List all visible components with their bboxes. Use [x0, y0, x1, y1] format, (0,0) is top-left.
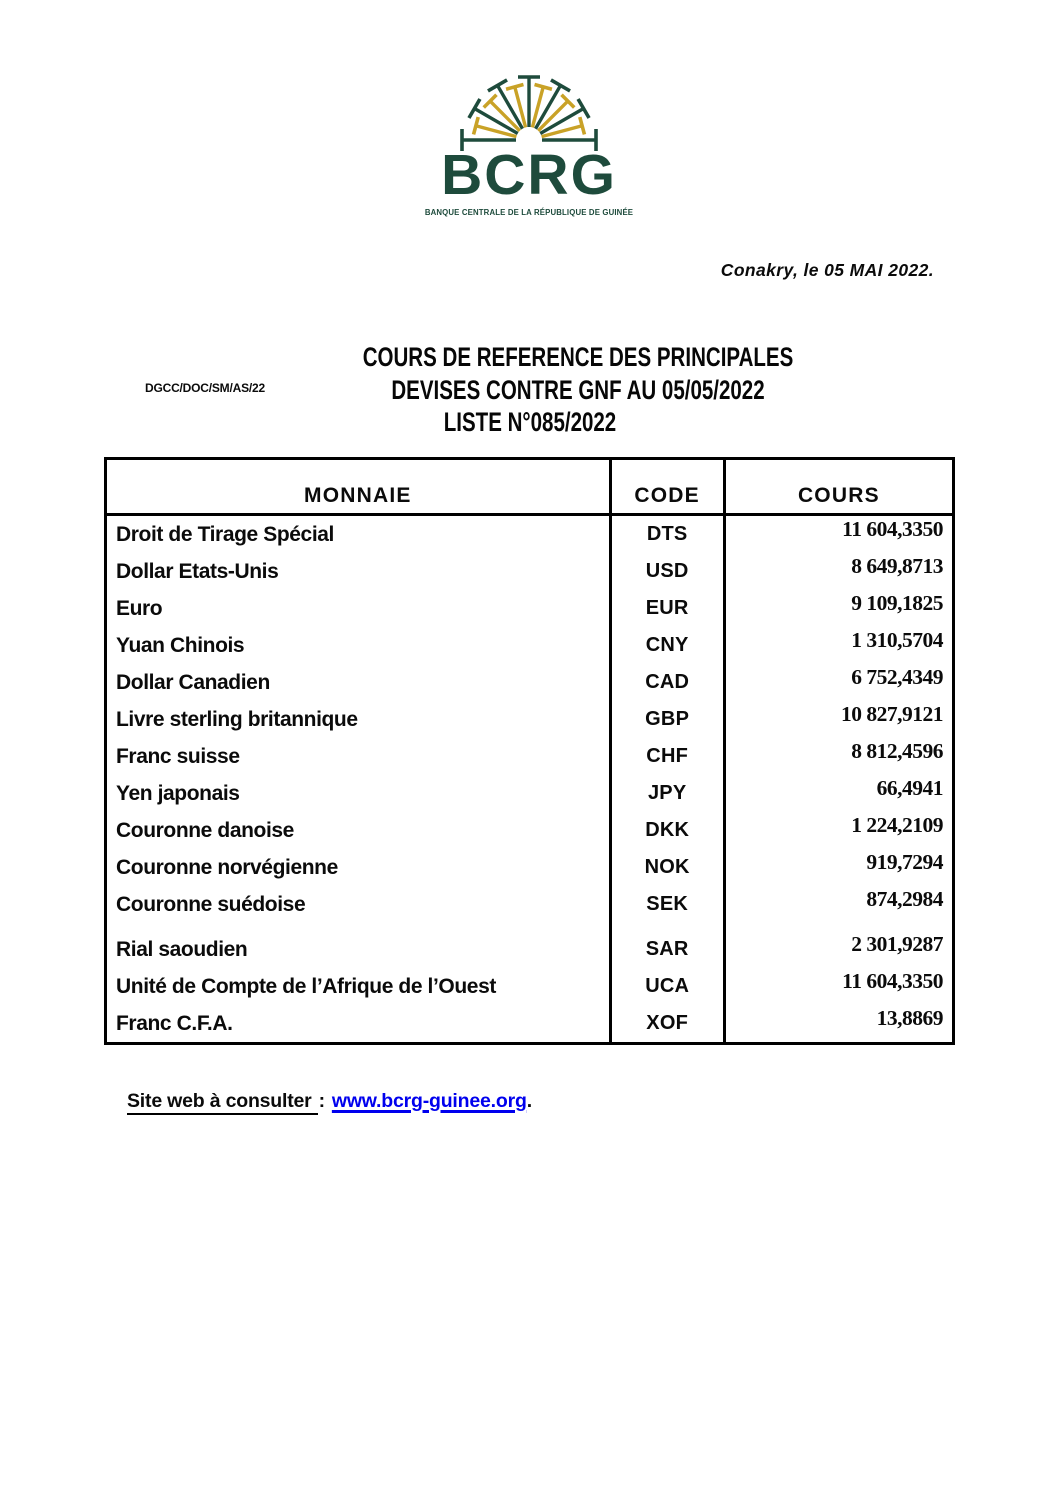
- website-line: [127, 1090, 532, 1113]
- website-suffix: .: [526, 1090, 532, 1112]
- currency-name: Yuan Chinois: [116, 633, 245, 657]
- rates-table-body: [106, 515, 954, 1044]
- table-row: [106, 515, 954, 554]
- currency-code: UCA: [610, 968, 724, 1005]
- table-row: [106, 590, 954, 627]
- currency-rate: 13,8869: [876, 1006, 943, 1030]
- website-label: Site web à consulter: [127, 1090, 318, 1115]
- currency-name: Couronne suédoise: [116, 892, 306, 916]
- currency-name: Rial saoudien: [116, 937, 248, 961]
- currency-rate: 2 301,9287: [851, 932, 943, 956]
- bcrg-logo: [0, 68, 1058, 217]
- table-header-row: [106, 459, 954, 515]
- table-row: [106, 849, 954, 886]
- currency-rate: 1 224,2109: [851, 813, 943, 837]
- title-line-3: LISTE N°085/2022: [443, 407, 617, 437]
- currency-rate: 6 752,4349: [851, 665, 943, 689]
- website-separator: :: [318, 1090, 325, 1112]
- table-row: [106, 923, 954, 968]
- currency-code: NOK: [610, 849, 724, 886]
- currency-code: JPY: [610, 775, 724, 812]
- header-monnaie: MONNAIE: [106, 459, 611, 515]
- currency-code: SAR: [610, 923, 724, 968]
- currency-rate: 8 812,4596: [851, 739, 943, 763]
- currency-rate: 8 649,8713: [851, 554, 943, 578]
- currency-name: Unité de Compte de l’Afrique de l’Ouest: [116, 974, 496, 998]
- currency-name: Franc C.F.A.: [116, 1011, 233, 1035]
- website-link[interactable]: www.bcrg-guinee.org: [331, 1090, 527, 1112]
- currency-name: Livre sterling britannique: [116, 707, 358, 731]
- table-row: [106, 627, 954, 664]
- currency-name: Dollar Etats-Unis: [116, 559, 279, 583]
- currency-name: Dollar Canadien: [116, 670, 270, 694]
- currency-code: USD: [610, 553, 724, 590]
- table-row: [106, 701, 954, 738]
- currency-code: EUR: [610, 590, 724, 627]
- currency-code: SEK: [610, 886, 724, 923]
- exchange-rates-table: [104, 457, 955, 1045]
- table-row: [106, 1005, 954, 1044]
- currency-name: Euro: [116, 596, 163, 620]
- table-row: [106, 553, 954, 590]
- currency-code: CAD: [610, 664, 724, 701]
- currency-rate: 874,2984: [866, 887, 943, 911]
- currency-code: DTS: [610, 515, 724, 554]
- table-row: [106, 968, 954, 1005]
- currency-code: CNY: [610, 627, 724, 664]
- table-row: [106, 738, 954, 775]
- currency-rate: 1 310,5704: [851, 628, 943, 652]
- currency-code: DKK: [610, 812, 724, 849]
- reference-code: DGCC/DOC/SM/AS/22: [145, 381, 265, 395]
- currency-code: CHF: [610, 738, 724, 775]
- currency-rate: 9 109,1825: [851, 591, 943, 615]
- currency-name: Droit de Tirage Spécial: [116, 522, 334, 546]
- currency-code: XOF: [610, 1005, 724, 1044]
- currency-code: GBP: [610, 701, 724, 738]
- currency-rate: 10 827,9121: [841, 702, 943, 726]
- logo-acronym: BCRG: [441, 143, 617, 207]
- currency-rate: 66,4941: [876, 776, 943, 800]
- table-row: [106, 775, 954, 812]
- table-row: [106, 664, 954, 701]
- dateline: Conakry, le 05 MAI 2022.: [720, 260, 934, 280]
- title-line-2: DEVISES CONTRE GNF AU 05/05/2022: [391, 374, 765, 405]
- header-code: CODE: [610, 459, 724, 515]
- currency-name: Couronne norvégienne: [116, 855, 338, 879]
- table-row: [106, 812, 954, 849]
- currency-name: Couronne danoise: [116, 818, 294, 842]
- table-row: [106, 886, 954, 923]
- currency-rate: 919,7294: [866, 850, 943, 874]
- logo-subtitle: BANQUE CENTRALE DE LA RÉPUBLIQUE DE GUINÉE: [424, 208, 634, 217]
- currency-rate: 11 604,3350: [842, 517, 943, 541]
- title-line-1: COURS DE REFERENCE DES PRINCIPALES: [362, 342, 794, 372]
- currency-name: Franc suisse: [116, 744, 240, 768]
- currency-rate: 11 604,3350: [842, 969, 943, 993]
- header-cours: COURS: [724, 459, 953, 515]
- currency-name: Yen japonais: [116, 781, 240, 805]
- document-title: [0, 341, 1058, 439]
